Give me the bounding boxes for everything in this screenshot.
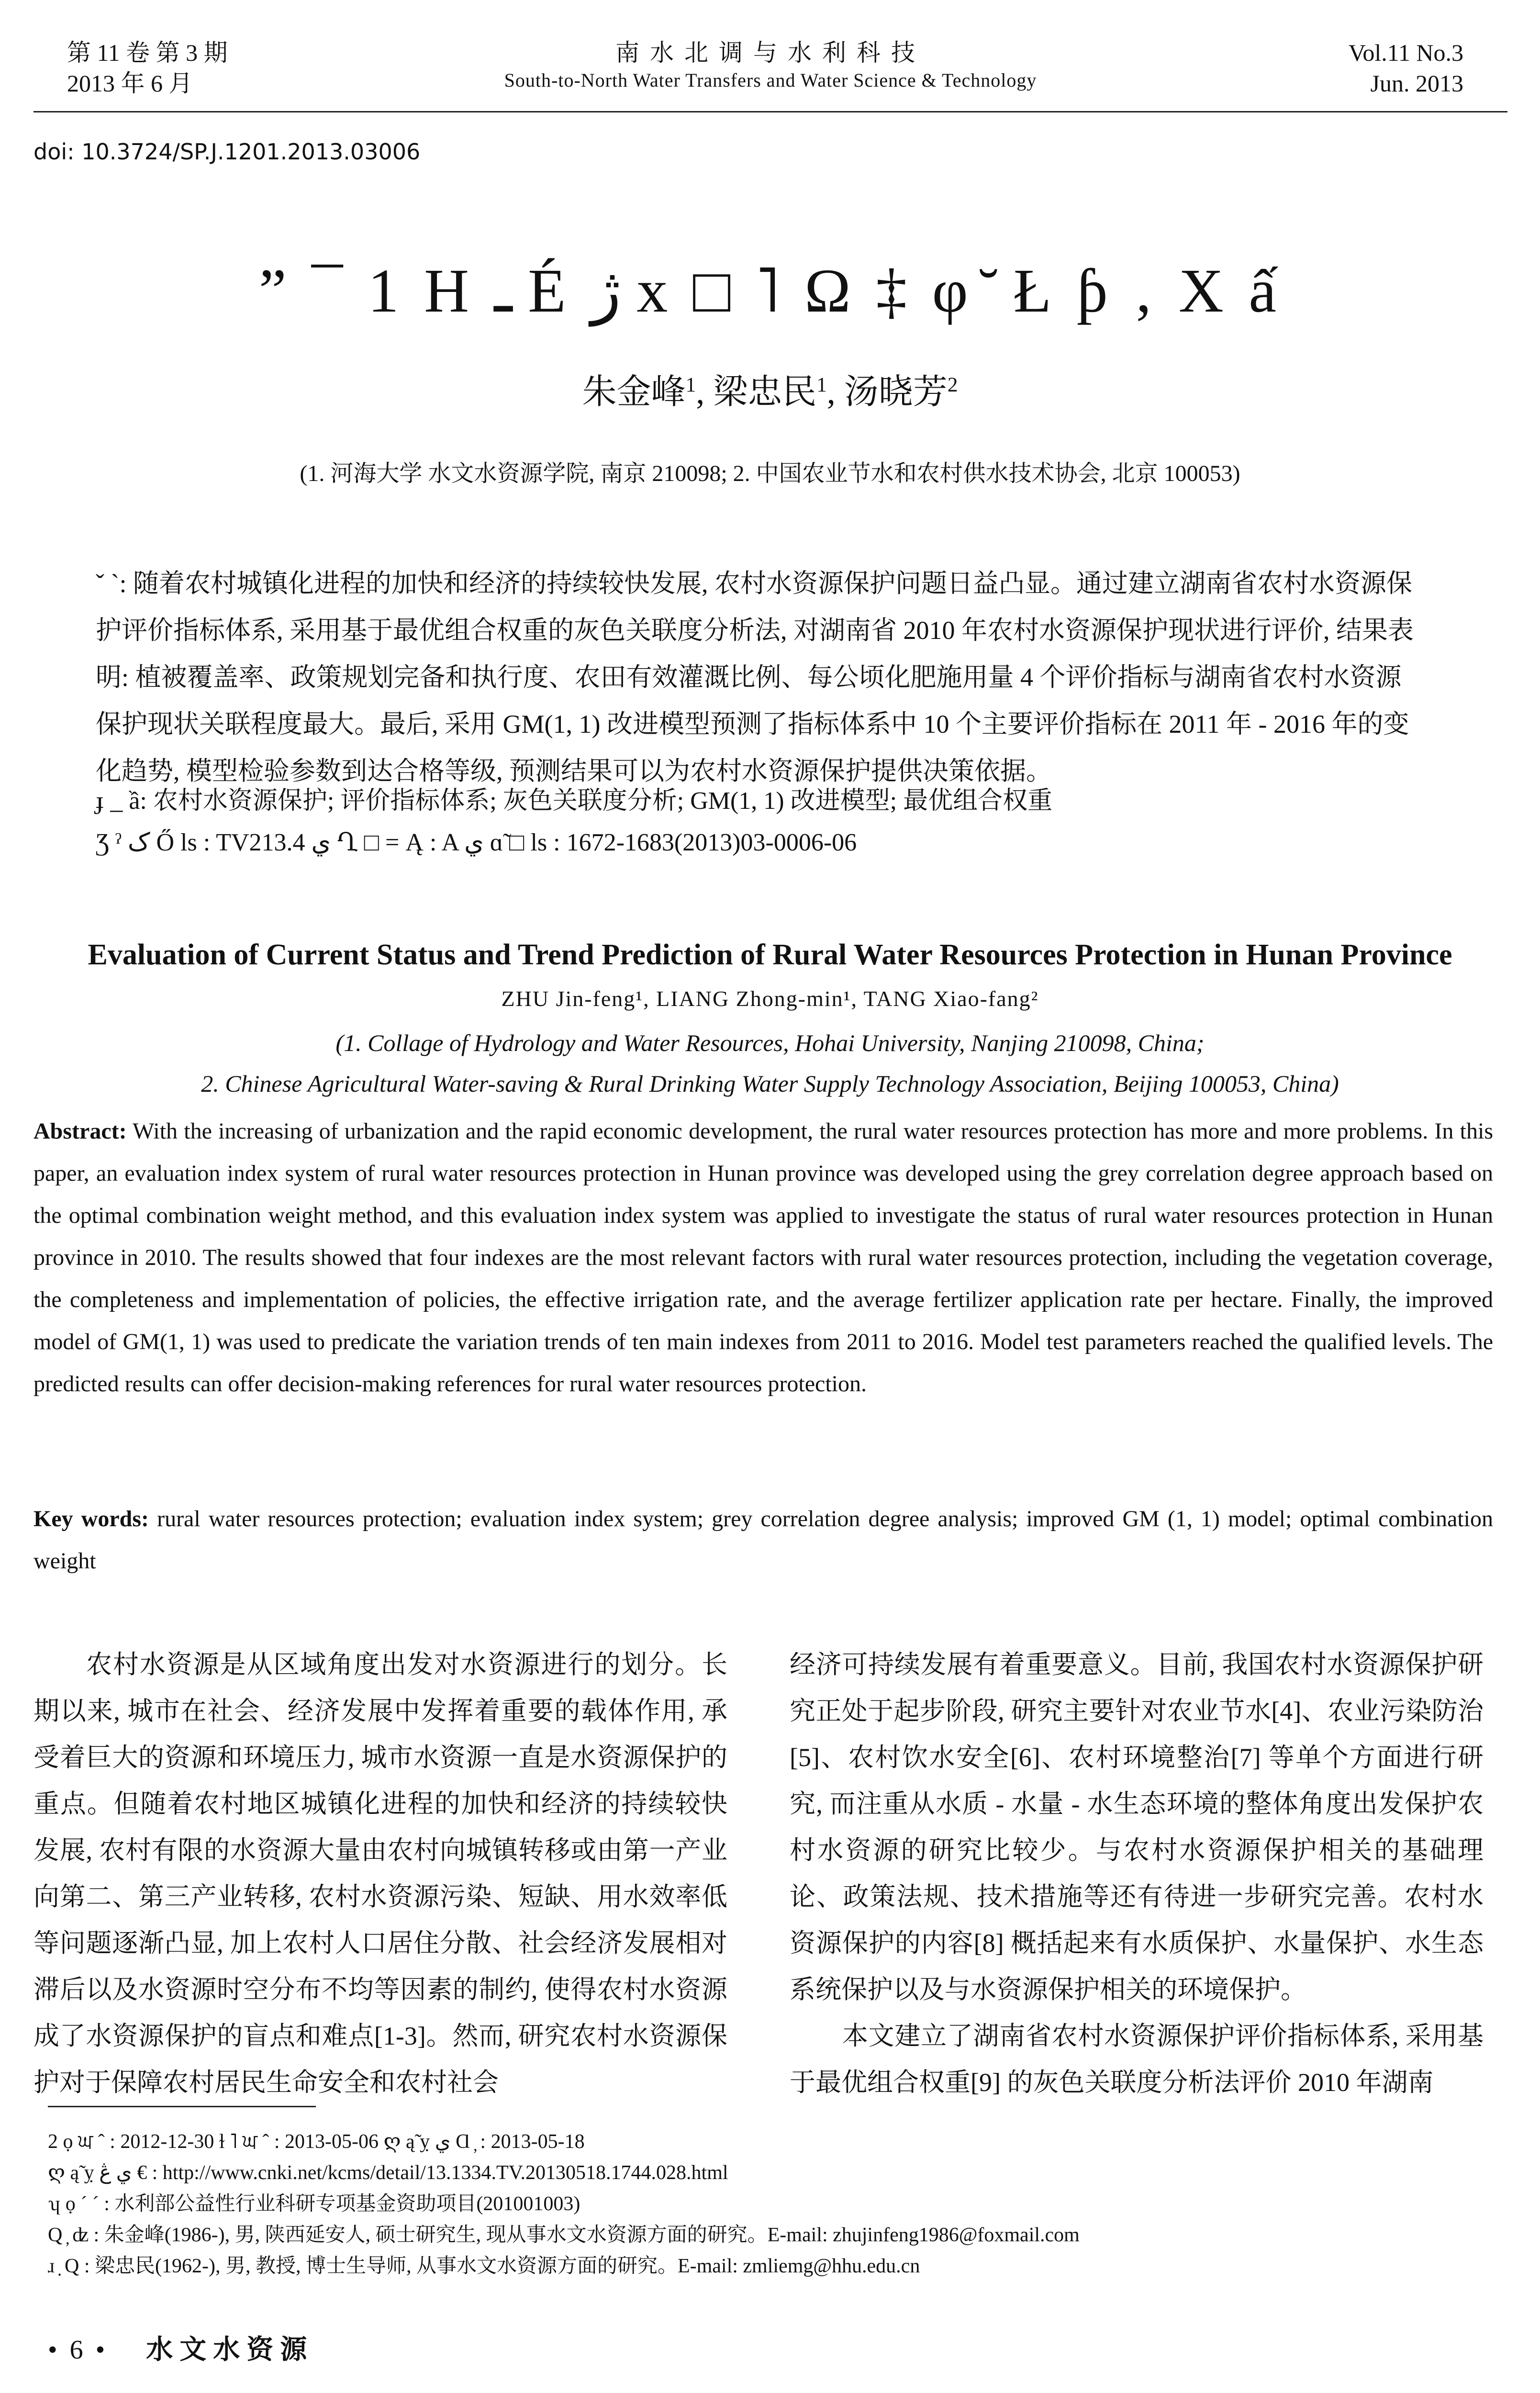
running-header-left xyxy=(67,37,228,99)
abstract-en-text: With the increasing of urbanization and the rapid economic development, the rural water resources protection has more and more problems. In this paper, an evaluation index system of rural water resources protection in Hunan province was developed using the grey correlation degree approach based on the optimal combination weight method, and this evaluation index system was applied to investigate the status of rural water resources protection in Hunan province in 2010. The results showed that four indexes are the most relevant factors with rural water resources protection, including the vegetation coverage, the completeness and implementation of policies, the effective irrigation rate, and the average fertilizer application rate per hectare. Finally, the improved model of GM(1, 1) was used to predicate the variation trends of ten main indexes from 2011 to 2016. Model test parameters reached the qualified levels. The predicted results can offer decision-making references for rural water resources protection. xyxy=(33,1118,1493,1397)
journal-name-en: South-to-North Water Transfers and Water Science & Technology xyxy=(504,69,1037,91)
body-paragraph: 本文建立了湖南省农村水资源保护评价指标体系, 采用基于最优组合权重[9] 的灰色关联度分析法评价 2010 年湖南 xyxy=(790,2022,1484,2097)
body-column-left xyxy=(33,1642,727,2106)
abstract-en-label: Abstract: xyxy=(33,1118,127,1144)
header-rule xyxy=(33,111,1507,112)
title-en: Evaluation of Current Status and Trend Prediction of Rural Water Resources Protection in Hunan Province xyxy=(88,939,1452,971)
keywords-en-label: Key words: xyxy=(33,1506,149,1532)
affiliation-en-1: (1. Collage of Hydrology and Water Resources, Hohai University, Nanjing 210098, China; xyxy=(335,1029,1205,1056)
author-2: 梁忠民 xyxy=(713,373,817,411)
page-footer xyxy=(48,2328,313,2367)
footnote-author-2: ɹ ̣ Q : 梁忠民(1962-), 男, 教授, 博士生导师, 从事水文水资源方面的研究。E-mail: zmliemg@hhu.edu.cn xyxy=(48,2255,920,2277)
running-header-center xyxy=(335,37,1206,92)
body-paragraph: 经济可持续发展有着重要意义。目前, 我国农村水资源保护研究正处于起步阶段, 研究主要针对农业节水[4]、农业污染防治[5]、农村饮水安全[6]、农村环境整治[7] 等单个方面进行研究, 而注重从水质 - 水量 - 水生态环境的整体角度出发保护农村水资源的研究比较少。与农村水资源保护相关的基础理论、政策法规、技术措施等还有待进一步研究完善。农村水资源保护的内容[8] 概括起来有水质保护、水量保护、水生态系统保护以及与水资源保护相关的环境保护。 xyxy=(790,1650,1484,2004)
affiliation-cn: (1. 河海大学 水文水资源学院, 南京 210098; 2. 中国农业节水和农村供水技术协会, 北京 100053) xyxy=(300,461,1240,486)
footnote-rule xyxy=(48,2106,316,2107)
abstract-en xyxy=(33,1110,1493,1405)
keywords-en xyxy=(33,1498,1493,1582)
abstract-cn-text: : 随着农村城镇化进程的加快和经济的持续较快发展, 农村水资源保护问题日益凸显。通过建立湖南省农村水资源保护评价指标体系, 采用基于最优组合权重的灰色关联度分析法, 对湖南省 2010 年农村水资源保护现状进行评价, 结果表明: 植被覆盖率、政策规划完备和执行度、农田有效灌溉比例、每公顷化肥施用量 4 个评价指标与湖南省农村水资源保护现状关联程度最大。最后, 采用 GM(1, 1) 改进模型预测了指标体系中 10 个主要评价指标在 2011 年 - 2016 年的变化趋势, 模型检验参数到达合格等级, 预测结果可以为农村水资源保护提供决策依据。 xyxy=(96,569,1414,785)
keywords-en-text: rural water resources protection; evaluation index system; grey correlation degree analysis; improved GM (1, 1) model; optimal combination weight xyxy=(33,1506,1494,1574)
author-1-affil: 1 xyxy=(685,374,696,396)
date-cn: 2013 年 6 月 xyxy=(67,70,193,97)
author-sep: , xyxy=(696,373,714,411)
author-sep: , xyxy=(826,373,844,411)
title-cn-garbled: ” ¯ 1 H ـ É ژ x □ ˥ Ω ‡ φ ̆ Ł ƥ ‚ X ấ xyxy=(258,257,1282,325)
author-3-affil: 2 xyxy=(947,374,958,396)
footnote-funding: ʮ ọ ˊ ˊ : 水利部公益性行业科研专项基金资助项目(201001003) xyxy=(48,2193,580,2215)
journal-name-cn: 南水北调与水利科技 xyxy=(615,39,926,66)
footnote-url: ღ ą̃ ỵ ي ڠ € : http://www.cnki.net/kcms/detail/13.1334.TV.20130518.1744.028.html xyxy=(48,2162,728,2184)
keywords-cn-label: ɟ _ ầ xyxy=(96,787,140,815)
date-en: Jun. 2013 xyxy=(1370,70,1463,97)
authors-en: ZHU Jin-feng¹, LIANG Zhong-min¹, TANG Xiao-fang² xyxy=(501,986,1039,1011)
author-3: 汤晓芳 xyxy=(844,373,948,411)
keywords-cn-text: : 农村水资源保护; 评价指标体系; 灰色关联度分析; GM(1, 1) 改进模型; 最优组合权重 xyxy=(140,787,1053,815)
footnote-author-1: Q ̦ ʣ : 朱金峰(1986-), 男, 陕西延安人, 硕士研究生, 现从事水文水资源方面的研究。E-mail: zhujinfeng1986@foxmail.com xyxy=(48,2224,1080,2246)
body-paragraph: 农村水资源是从区域角度出发对水资源进行的划分。长期以来, 城市在社会、经济发展中发挥着重要的载体作用, 承受着巨大的资源和环境压力, 城市水资源一直是水资源保护的重点。但随着农村地区城镇化进程的加快和经济的持续较快发展, 农村有限的水资源大量由农村向城镇转移或由第一产业向第二、第三产业转移, 农村水资源污染、短缺、用水效率低等问题逐渐凸显, 加上农村人口居住分散、社会经济发展相对滞后以及水资源时空分布不均等因素的制约, 使得农村水资源成了水资源保护的盲点和难点[1-3]。然而, 研究农村水资源保护对于保障农村居民生命安全和农村社会 xyxy=(33,1650,727,2097)
body-column-right xyxy=(790,1642,1484,2106)
abstract-cn xyxy=(96,560,1426,794)
running-header-right xyxy=(1349,37,1463,99)
keywords-cn xyxy=(96,780,1426,816)
doi: doi: 10.3724/SP.J.1201.2013.03006 xyxy=(33,139,421,165)
volume-en: Vol.11 No.3 xyxy=(1348,39,1463,66)
authors-cn xyxy=(0,364,1540,414)
author-2-affil: 1 xyxy=(816,374,827,396)
page-number: • 6 • xyxy=(48,2335,108,2365)
author-1: 朱金峰 xyxy=(582,373,686,411)
footnote-dates: 2 ọ ਘ ˆ : 2012-12-30 ɫ ˥ ਘ ˆ : 2013-05-06 ღ ą̃ ỵ ي Ɑ ̦ : 2013-05-18 xyxy=(48,2131,585,2153)
journal-short-name: 水文水资源 xyxy=(146,2335,314,2365)
issue-cn: 第 11 卷 第 3 期 xyxy=(67,39,228,66)
affiliation-en-2: 2. Chinese Agricultural Water-saving & Rural Drinking Water Supply Technology Association, Beijing 100053, China) xyxy=(201,1070,1339,1097)
abstract-cn-label: ˇ ˋ xyxy=(96,569,120,598)
classification-cn: Ʒ ˀ ک Ő ls : TV213.4 ي Ղ □ = Ą : A ي ɑ̃ □ ls : 1672-1683(2013)03-0006-06 xyxy=(96,829,857,856)
